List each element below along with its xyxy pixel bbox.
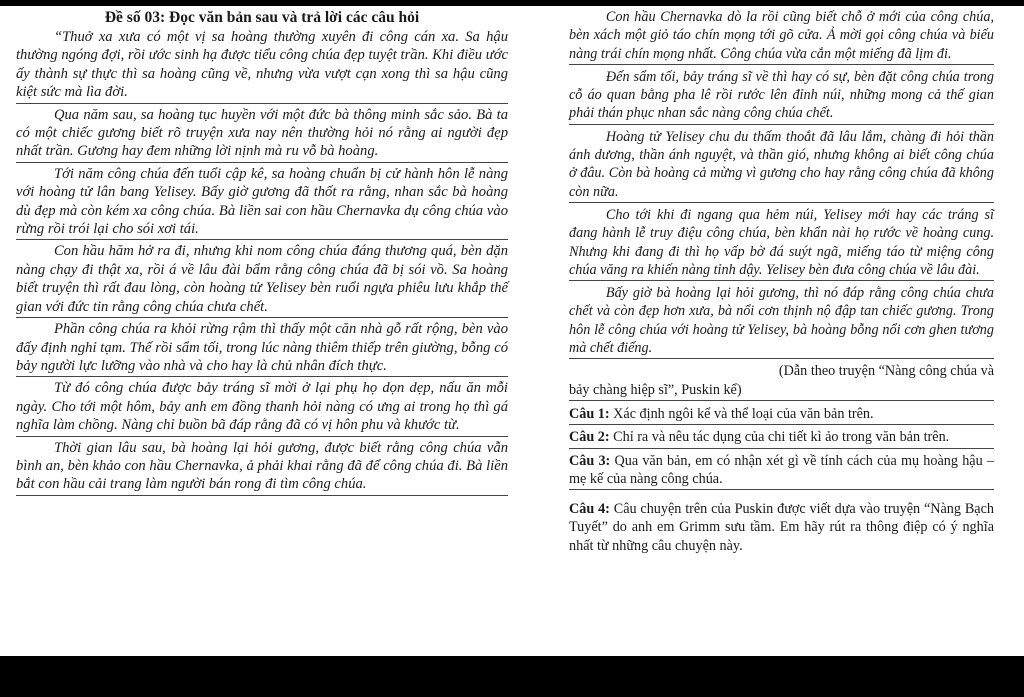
story-paragraph: Đến sẩm tối, bảy tráng sĩ về thì hay có sự, bèn đặt công chúa trong cỗ áo quan bằng pha lê rồi rước lên đỉnh núi, những mong cả thế gian phải thán phục nhan sắc nàng công chúa chết. <box>569 68 994 125</box>
question-3 <box>569 452 994 491</box>
exam-title: Đề số 03: Đọc văn bản sau và trả lời các câu hỏi <box>104 9 420 26</box>
story-paragraph: Thời gian lâu sau, bà hoàng lại hỏi gương, được biết rằng công chúa vẫn bình an, bèn khảo con hầu Chernavka, ả phải khai rằng đã để công chúa đi. Bà liền bắt con hầu cải trang làm người bán rong đi tìm công chúa. <box>16 439 508 496</box>
question-text: Qua văn bản, em có nhận xét gì về tính cách của mụ hoàng hậu – mẹ kế của nàng công chúa. <box>569 452 994 487</box>
story-paragraph: Con hầu Chernavka dò la rồi cũng biết chỗ ở mới của công chúa, bèn xách một giỏ táo chín mọng tới gõ cửa. Ả mời gọi công chúa và biếu nàng trái chín mọng nhất. Công chúa vừa cắn một miếng đã lịm đi. <box>569 8 994 65</box>
bottom-black-bar <box>0 656 1024 697</box>
story-paragraph: Phần công chúa ra khỏi rừng rậm thì thấy một căn nhà gỗ rất rộng, bèn vào đấy định nghỉ tạm. Thế rồi sẩm tối, trong lúc nàng thiêm thiếp trên giường, bỗng có bảy người lực lưỡng vào nhà và cho hay là chủ nhân đích thực. <box>16 320 508 377</box>
source-citation <box>569 362 994 401</box>
question-text: Câu chuyện trên của Puskin được viết dựa vào truyện “Nàng Bạch Tuyết” do anh em Grimm sưu tầm. Em hãy rút ra thông điệp có ý nghĩa nhất từ những câu chuyện này. <box>569 501 994 554</box>
question-label: Câu 4: <box>569 501 610 518</box>
question-label: Câu 3: <box>569 452 611 469</box>
story-paragraph: Tới năm công chúa đến tuổi cập kê, sa hoàng chuẩn bị cử hành hôn lễ nàng với hoàng tử lân bang Yelisey. Bấy giờ gương đã thốt ra rằng, nhan sắc bà hoàng dù đẹp mà còn kém xa công chúa. Bà liền sai con hầu Chernavka dụ công chúa vào rừng rồi trói lại cho sói xơi tái. <box>16 165 508 241</box>
right-column <box>569 8 994 559</box>
question-1 <box>569 405 994 425</box>
question-4 <box>569 500 994 556</box>
top-black-bar <box>0 0 1024 6</box>
story-paragraph: Bấy giờ bà hoàng lại hỏi gương, thì nó đáp rằng công chúa chưa chết và còn đẹp hơn xưa, bà nổi cơn thịnh nộ đập tan chiếc gương. Trong hôn lễ công chúa với hoàng tử Yelisey, bà hoàng bỗng nổi cơn ghen tương mà chết điếng. <box>569 284 994 359</box>
story-paragraph: “Thuở xa xưa có một vị sa hoàng thường xuyên đi công cán xa. Sa hậu thường ngóng đợi, rồi ước sinh hạ được tiểu công chúa đẹp tuyệt trần. Khi điều ước ấy thành sự thực thì sa hoàng cũng về, nhưng vừa vượt cạn xong thì sa hậu cũng kiệt sức mà lìa đời. <box>16 28 508 104</box>
citation-line-1: (Dẫn theo truyện “Nàng công chúa và <box>778 363 994 380</box>
story-paragraph: Cho tới khi đi ngang qua hẻm núi, Yelisey mới hay các tráng sĩ đang hành lễ truy điệu công chúa, bèn khẩn nài họ rước về hoàng cung. Nhưng khi đang đi thì họ vấp bờ đá suýt ngã, miếng táo từ miệng công chúa văng ra khiến nàng tỉnh dậy. Yelisey bèn đưa công chúa về lâu đài. <box>569 206 994 281</box>
citation-line-2: bảy chàng hiệp sĩ”, Puskin kể) <box>569 381 742 398</box>
story-paragraph: Qua năm sau, sa hoàng tục huyền với một đức bà thông minh sắc sảo. Bà ta có một chiếc gương biết rõ truyện xưa nay nên thường hỏi nó rằng ai người đẹp nhất trần. Gương hay đem những lời nịnh mà ru vỗ bà hoàng. <box>16 106 508 163</box>
story-paragraph: Con hầu hăm hở ra đi, nhưng khi nom công chúa đáng thương quá, bèn dặn nàng chạy đi thật xa, rồi á về lâu đài bẩm rằng công chúa đã bị sói vồ. Sa hoàng biết truyện thì rất đau lòng, còn hoàng tử Yelisey bèn ruổi ngựa phiêu lưu khắp thế gian với đức tin rằng công chúa chưa chết. <box>16 242 508 318</box>
question-text: Chỉ ra và nêu tác dụng của chi tiết kì ảo trong văn bản trên. <box>609 429 950 446</box>
story-paragraph: Hoàng tử Yelisey chu du thấm thoắt đã lâu lắm, chàng đi hỏi thần ánh dương, thần ánh nguyệt, và thần gió, nhưng không ai biết công chúa ở đâu. Còn bà hoàng cả mừng vì gương cho hay rằng công chúa đã không còn nữa. <box>569 128 994 203</box>
left-column <box>16 8 508 498</box>
question-text: Xác định ngôi kể và thể loại của văn bản trên. <box>609 405 874 422</box>
question-label: Câu 2: <box>569 429 610 446</box>
story-paragraph: Từ đó công chúa được bảy tráng sĩ mời ở lại phụ họ dọn dẹp, nấu ăn mỗi ngày. Cho tới một hôm, bảy anh em đồng thanh hỏi nàng có ưng ai trong họ thì gá nghĩa làm chồng. Nàng chỉ buồn bã đáp rằng đã có vị hôn phu và khước từ. <box>16 379 508 436</box>
question-label: Câu 1: <box>569 405 610 422</box>
question-2 <box>569 428 994 448</box>
